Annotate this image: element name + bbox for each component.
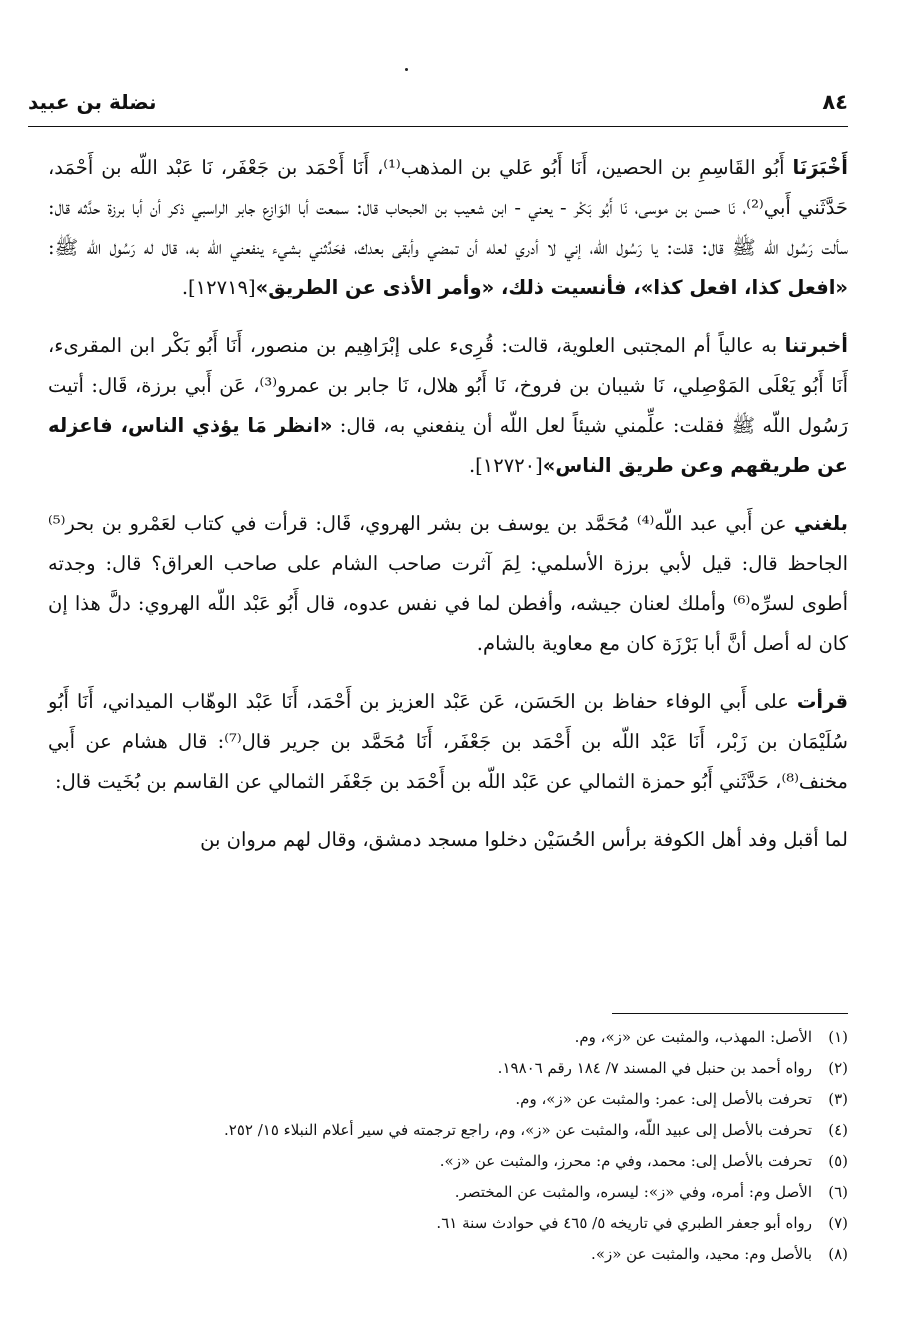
footnote-number: (٧) <box>828 1214 848 1232</box>
page-number: ٨٤ <box>822 90 848 114</box>
footnote-number: (٦) <box>828 1183 848 1201</box>
paragraph-3 <box>48 504 848 664</box>
paragraph-lead: بلغني <box>794 512 849 535</box>
hadith-quote: «انظر مَا يؤذي الناس، فاعزله عن طريقهم وعن طريق الناس» <box>48 414 848 477</box>
paragraph-text: لما أقبل وفد أهل الكوفة برأس الحُسَيْن دخلوا مسجد دمشق، وقال لهم مروان بن <box>200 828 848 851</box>
footnote-number: (١) <box>828 1028 848 1046</box>
footnote <box>48 1208 848 1239</box>
main-text <box>48 148 848 878</box>
footnote-text: بالأصل وم: محيد، والمثبت عن «ز». <box>591 1245 812 1263</box>
footnote <box>48 1022 848 1053</box>
hadith-quote: «افعل كذا، افعل كذا»، فأنسيت ذلك، «وأمر الأذى عن الطريق» <box>255 276 848 299</box>
hadith-ref: [١٢٧١٩] <box>188 276 256 299</box>
footnote-number: (٢) <box>828 1059 848 1077</box>
footnote-number: (٥) <box>828 1152 848 1170</box>
footnote-text: الأصل: المهذب، والمثبت عن «ز»، وم. <box>574 1028 812 1046</box>
running-header <box>28 86 848 127</box>
footnote-text: تحرفت بالأصل إلى: محمد، وفي م: محرز، والمثبت عن «ز». <box>439 1152 812 1170</box>
footnote-text: تحرفت بالأصل إلى: عمر: والمثبت عن «ز»، وم. <box>515 1090 812 1108</box>
footnote-text: رواه أحمد بن حنبل في المسند ٧/ ١٨٤ رقم ١٩٨٠٦. <box>497 1059 812 1077</box>
ink-dot <box>405 68 408 71</box>
paragraph-lead: أَخْبَرَنَا <box>792 156 848 179</box>
footnote-number: (٣) <box>828 1090 848 1108</box>
paragraph-lead: أخبرتنا <box>784 334 848 357</box>
paragraph-2 <box>48 326 848 486</box>
footnote <box>48 1115 848 1146</box>
paragraph-text: أَبُو القَاسِمِ بن الحصين، أَنَا أَبُو عَلي بن المذهب⁽¹⁾، أَنَا أَحْمَد بن جَعْفَر، نَا عَبْد اللّه بن أَحْمَد، حَدَّثَني أَبي⁽²⁾، نَا حسن بن موسى، نَا أَبُو بَكْر - يعني - ابن شعيب بن الحبحاب قال: سمعت أبا الوَازع جابر الراسبي ذكر أن أبا برزة حدَّثه قال: سألت رَسُول اللّه ﷺ قال: قلت: يا رَسُول اللّه، إني لا أدري لعله أن تمضي وأبقى بعدك، فحَدِّثني بشيء ينفعني اللّه به، قال له رَسُول اللّه ﷺ: <box>48 156 848 259</box>
paragraph-lead: قرأت <box>796 690 848 713</box>
paragraph-end: . <box>181 276 189 299</box>
footnote-number: (٤) <box>828 1121 848 1139</box>
footnote-text: تحرفت بالأصل إلى عبيد اللّه، والمثبت عن «ز»، وم، راجع ترجمته في سير أعلام النبلاء ١٥/ ٢٥٢. <box>224 1121 812 1139</box>
paragraph-1 <box>48 148 848 308</box>
header-title: نضلة بن عبيد <box>28 90 157 114</box>
footnote-divider <box>612 1013 848 1014</box>
footnote-text: رواه أبو جعفر الطبري في تاريخه ٥/ ٤٦٥ في حوادث سنة ٦١. <box>436 1214 812 1232</box>
paragraph-end: . <box>468 454 476 477</box>
footnotes <box>48 1022 848 1270</box>
paragraph-4 <box>48 682 848 802</box>
paragraph-text: عن أَبي عبد اللّه⁽⁴⁾ مُحَمَّد بن يوسف بن بشر الهروي، قَال: قرأت في كتاب لعَمْرو بن بحر⁽⁵⁾ الجاحظ قال: قيل لأبي برزة الأسلمي: لِمَ آثرت صاحب الشام على صاحب العراق؟ قال: وجدته أطوى لسرِّه⁽⁶⁾ وأملك لعنان جيشه، وأفطن لما في نفس عدوه، قال أَبُو عَبْد اللّه الهروي: دلَّ هذا إن كان له أصل أنَّ أبا بَرْزَة كان مع معاوية بالشام. <box>48 512 848 655</box>
paragraph-text: به عالياً أم المجتبى العلوية، قالت: قُرِىء على إبْرَاهِيم بن منصور، أَنَا أَبُو بَكْر ابن المقرىء، أَنَا أَبُو يَعْلَى المَوْصِلي، نَا شيبان بن فروخ، نَا أَبُو هلال، نَا جابر بن عمرو⁽³⁾، عَن أَبي برزة، قَال: أتيت رَسُول اللّه ﷺ فقلت: علِّمني شيئاً لعل اللّه أن ينفعني به، قال: <box>48 334 848 437</box>
hadith-ref: [١٢٧٢٠] <box>475 454 543 477</box>
footnote <box>48 1084 848 1115</box>
footnote <box>48 1239 848 1270</box>
paragraph-text: على أَبي الوفاء حفاظ بن الحَسَن، عَن عَبْد العزيز بن أَحْمَد، أَنَا عَبْد الوهّاب الميداني، أَنَا أَبُو سُلَيْمَان بن زَبْر، أَنَا عَبْد اللّه بن أَحْمَد بن جَعْفَر، أَنَا مُحَمَّد بن جرير قال⁽⁷⁾: قال هشام عن أَبي مخنف⁽⁸⁾، حَدَّثَني أَبُو حمزة الثمالي عن عَبْد اللّه بن أَحْمَد بن جَعْفَر الثمالي عن القاسم بن بُخَيت قال: <box>48 690 848 793</box>
footnote <box>48 1146 848 1177</box>
footnote-text: الأصل وم: أمره، وفي «ز»: ليسره، والمثبت عن المختصر. <box>454 1183 812 1201</box>
paragraph-5 <box>48 820 848 860</box>
footnote <box>48 1053 848 1084</box>
footnote <box>48 1177 848 1208</box>
footnote-number: (٨) <box>828 1245 848 1263</box>
